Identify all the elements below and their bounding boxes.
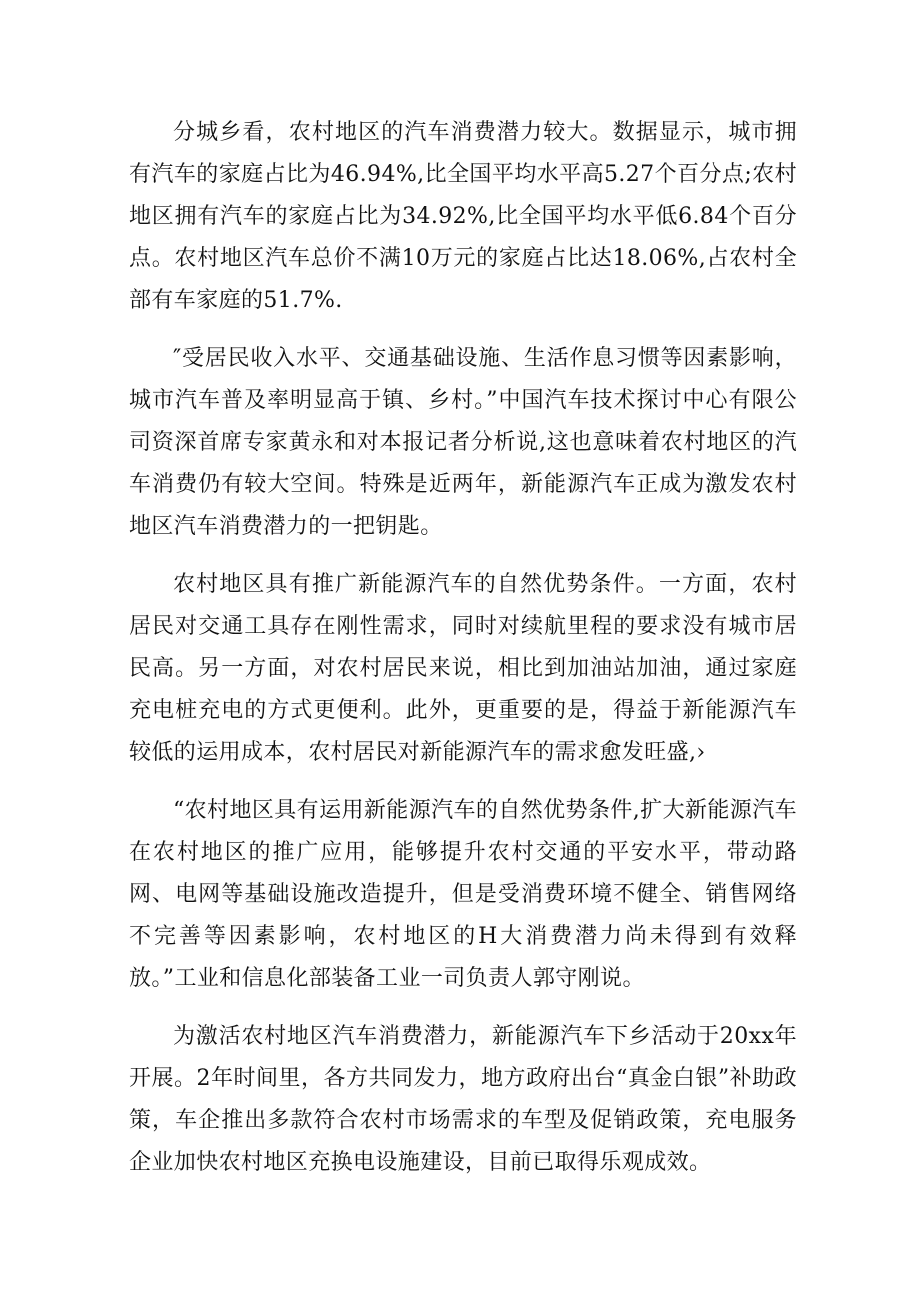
paragraph-rural-potential: 分城乡看，农村地区的汽车消费潜力较大。数据显示，城市拥有汽车的家庭占比为46.94%,比全国平均水平高5.27个百分点;农村地区拥有汽车的家庭占比为34.92%,比全国平均水平低6.84个百分点。农村地区汽车总价不满10万元的家庭占比达18.06%,占农村全部有车家庭的51.7%. [129, 120, 797, 313]
paragraph-expert-quote: ″受居民收入水平、交通基础设施、生活作息习惯等因素影响，城市汽车普及率明显高于镇、乡村。”中国汽车技术探讨中心有限公司资深首席专家黄永和对本报记者分析说,这也意味着农村地区的汽车消费仍有较大空间。特殊是近两年，新能源汽车正成为激发农村地区汽车消费潜力的一把钥匙。 [129, 346, 797, 539]
paragraph-ministry-quote: “农村地区具有运用新能源汽车的自然优势条件,扩大新能源汽车在农村地区的推广应用，能够提升农村交通的平安水平，带动路网、电网等基础设施改造提升，但是受消费环境不健全、销售网络不完善等因素影响，农村地区的H大消费潜力尚未得到有效释放。”工业和信息化部装备工业一司负责人郭守刚说。 [129, 798, 797, 991]
paragraph-natural-advantages: 农村地区具有推广新能源汽车的自然优势条件。一方面，农村居民对交通工具存在刚性需求，同时对续航里程的要求没有城市居民高。另一方面，对农村居民来说，相比到加油站加油，通过家庭充电桩充电的方式更便利。此外，更重要的是，得益于新能源汽车较低的运用成本，农村居民对新能源汽车的需求愈发旺盛,› [129, 572, 797, 765]
paragraph-campaign-results: 为激活农村地区汽车消费潜力，新能源汽车下乡活动于20xx年开展。2年时间里，各方共同发力，地方政府出台“真金白银”补助政策，车企推出多款符合农村市场需求的车型及促销政策，充电服务企业加快农村地区充换电设施建设，目前已取得乐观成效。 [129, 1024, 797, 1175]
article-body [129, 112, 797, 1200]
